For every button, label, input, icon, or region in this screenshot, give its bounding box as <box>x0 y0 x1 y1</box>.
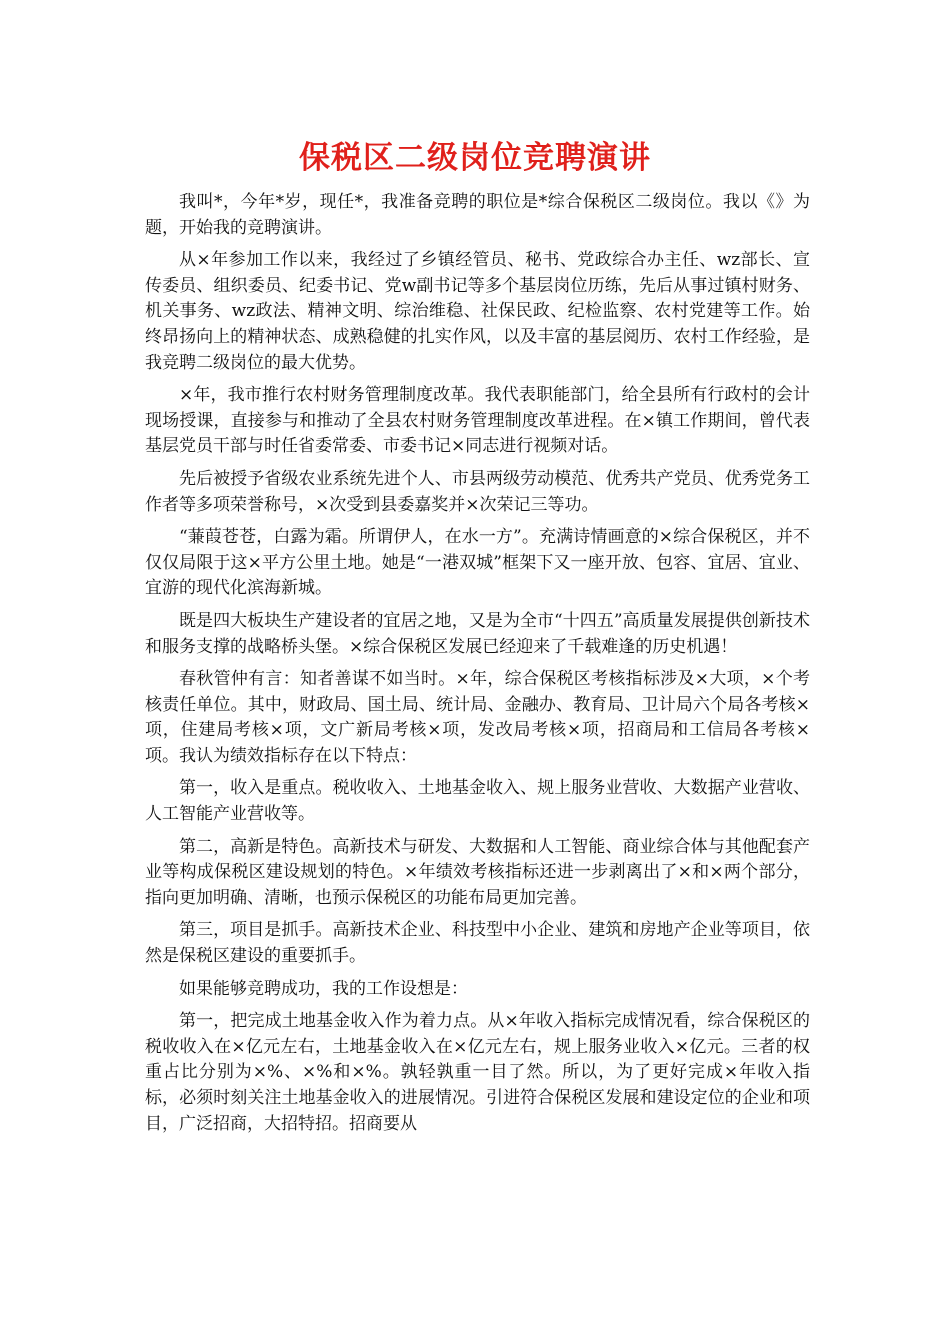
document-body <box>145 190 810 1144</box>
paragraph-7: 春秋管仲有言：知者善谋不如当时。×年，综合保税区考核指标涉及×大项，×个考核责任单位。其中，财政局、国土局、统计局、金融办、教育局、卫计局六个局各考核×项，住建局考核×项，文广新局考核×项，发改局考核×项，招商局和工信局各考核×项。我认为绩效指标存在以下特点： <box>145 669 810 766</box>
paragraph-3: ×年，我市推行农村财务管理制度改革。我代表职能部门，给全县所有行政村的会计现场授课，直接参与和推动了全县农村财务管理制度改革进程。在×镇工作期间，曾代表基层党员干部与时任省委常委、市委书记×同志进行视频对话。 <box>145 385 810 457</box>
paragraph-5: “蒹葭苍苍，白露为霜。所谓伊人，在水一方”。充满诗情画意的×综合保税区，并不仅仅局限于这×平方公里土地。她是“一港双城”框架下又一座开放、包容、宜居、宜业、宜游的现代化滨海新城。 <box>145 527 810 599</box>
paragraph-11: 如果能够竞聘成功，我的工作设想是： <box>179 978 468 999</box>
paragraph-12: 第一，把完成土地基金收入作为着力点。从×年收入指标完成情况看，综合保税区的税收收入在×亿元左右，土地基金收入在×亿元左右，规上服务业收入×亿元。三者的权重占比分别为×%、×%和×%。孰轻孰重一目了然。所以，为了更好完成×年收入指标，必须时刻关注土地基金收入的进展情况。引进符合保税区发展和建设定位的企业和项目，广泛招商，大招特招。招商要从 <box>145 1011 810 1134</box>
paragraph-10: 第三，项目是抓手。高新技术企业、科技型中小企业、建筑和房地产企业等项目，依然是保税区建设的重要抓手。 <box>145 920 810 967</box>
paragraph-4: 先后被授予省级农业系统先进个人、市县两级劳动模范、优秀共产党员、优秀党务工作者等多项荣誉称号，×次受到县委嘉奖并×次荣记三等功。 <box>145 468 810 515</box>
paragraph-2: 从×年参加工作以来，我经过了乡镇经管员、秘书、党政综合办主任、wz部长、宣传委员、组织委员、纪委书记、党w副书记等多个基层岗位历练，先后从事过镇村财务、机关事务、wz政法、精神文明、综治维稳、社保民政、纪检监察、农村党建等工作。始终昂扬向上的精神状态、成熟稳健的扎实作风，以及丰富的基层阅历、农村工作经验，是我竞聘二级岗位的最大优势。 <box>145 250 810 373</box>
paragraph-6: 既是四大板块生产建设者的宜居之地，又是为全市“十四五”高质量发展提供创新技术和服务支撑的战略桥头堡。×综合保税区发展已经迎来了千载难逢的历史机遇！ <box>145 610 810 657</box>
paragraph-1: 我叫*，今年*岁，现任*，我准备竞聘的职位是*综合保税区二级岗位。我以《》为题，开始我的竞聘演讲。 <box>145 192 810 238</box>
paragraph-9: 第二，高新是特色。高新技术与研发、大数据和人工智能、商业综合体与其他配套产业等构成保税区建设规划的特色。×年绩效考核指标还进一步剥离出了×和×两个部分，指向更加明确、清晰，也预示保税区的功能布局更加完善。 <box>145 836 810 908</box>
paragraph-8: 第一，收入是重点。税收收入、土地基金收入、规上服务业营收、大数据产业营收、人工智能产业营收等。 <box>145 778 810 825</box>
document-title: 保税区二级岗位竞聘演讲 <box>299 140 651 176</box>
